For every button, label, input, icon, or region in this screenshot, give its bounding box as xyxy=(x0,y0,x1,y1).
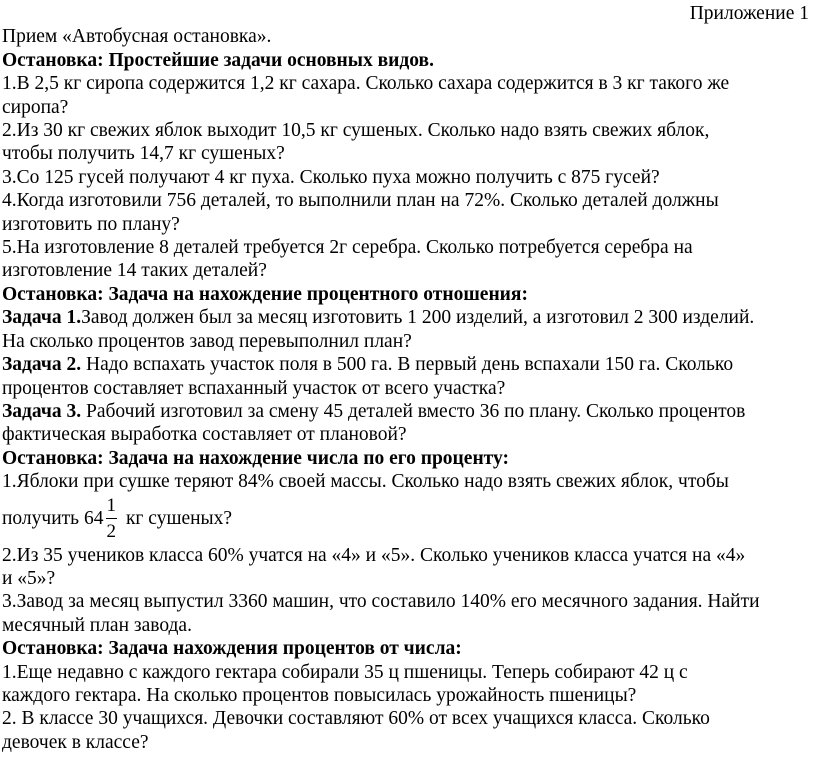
task-line: фактическая выработка составляет от плановой? xyxy=(2,424,407,446)
section-title: Остановка: Простейшие задачи основных видов. xyxy=(2,49,434,71)
section-title: Остановка: Задача на нахождение процентного отношения: xyxy=(2,283,528,305)
task-line: месячный план завода. xyxy=(2,614,192,636)
task-line: 1.Еще недавно с каждого гектара собирали 35 ц пшеницы. Теперь собирают 42 ц с xyxy=(2,661,688,683)
intro-line: Прием «Автобусная остановка». xyxy=(2,26,272,48)
task-line: 3.Завод за месяц выпустил 3360 машин, что составило 140% его месячного задания. Найти xyxy=(2,591,760,613)
task-line xyxy=(2,353,813,376)
task-text: Рабочий изготовил за смену 45 деталей вместо 36 по плану. Сколько процентов xyxy=(81,400,746,422)
fraction-bar xyxy=(106,518,117,519)
task-line-with-fraction xyxy=(2,494,813,544)
task-line: 2.Из 35 учеников класса 60% учатся на «4» и «5». Сколько учеников класса учатся на «4» xyxy=(2,544,746,566)
task-line xyxy=(2,400,813,423)
task-text: кг сушеных? xyxy=(125,507,233,529)
task-line: 1.Яблоки при сушке теряют 84% своей массы. Сколько надо взять свежих яблок, чтобы xyxy=(2,471,729,493)
task-line: 1.В 2,5 кг сиропа содержится 1,2 кг сахара. Сколько сахара содержится в 3 кг такого же xyxy=(2,73,730,95)
fraction-numerator: 1 xyxy=(106,494,116,516)
task-line: процентов составляет вспаханный участок от всего участка? xyxy=(2,377,506,399)
task-line: 4.Когда изготовили 756 деталей, то выполнили план на 72%. Сколько деталей должны xyxy=(2,190,719,212)
task-label: Задача 2. xyxy=(2,354,82,376)
section-title: Остановка: Задача на нахождение числа по его проценту: xyxy=(2,447,509,469)
task-line: изготовление 14 таких деталей? xyxy=(2,260,267,282)
section-title: Остановка: Задача нахождения процентов от числа: xyxy=(2,638,462,660)
task-label: Задача 1. xyxy=(2,307,82,329)
fraction-denominator: 2 xyxy=(106,520,116,542)
task-line: 2.Из 30 кг свежих яблок выходит 10,5 кг сушеных. Сколько надо взять свежих яблок, xyxy=(2,120,710,142)
task-line: девочек в классе? xyxy=(2,731,149,753)
task-label: Задача 3. xyxy=(2,400,82,422)
task-line: и «5»? xyxy=(2,567,56,589)
task-text: Завод должен был за месяц изготовить 1 200 изделий, а изготовил 2 300 изделий. xyxy=(81,307,755,329)
fraction xyxy=(104,495,118,543)
task-line: 3.Со 125 гусей получают 4 кг пуха. Сколько пуха можно получить с 875 гусей? xyxy=(2,166,660,188)
task-line xyxy=(2,306,813,329)
task-line: 2. В классе 30 учащихся. Девочки составляют 60% от всех учащихся класса. Сколько xyxy=(2,708,710,730)
appendix-label: Приложение 1 xyxy=(689,3,809,24)
task-line: 5.На изготовление 8 деталей требуется 2г серебра. Сколько потребуется серебра на xyxy=(2,237,693,259)
task-line: На сколько процентов завод перевыполнил план? xyxy=(2,330,412,352)
task-line: чтобы получить 14,7 кг сушеных? xyxy=(2,143,285,165)
task-text: Надо вспахать участок поля в 500 га. В первый день вспахали 150 га. Сколько xyxy=(81,354,734,376)
task-line: каждого гектара. На сколько процентов повысилась урожайность пшеницы? xyxy=(2,684,637,706)
task-line: изготовить по плану? xyxy=(2,213,180,235)
task-line: сиропа? xyxy=(2,96,69,118)
task-text: получить 64 xyxy=(2,507,104,529)
